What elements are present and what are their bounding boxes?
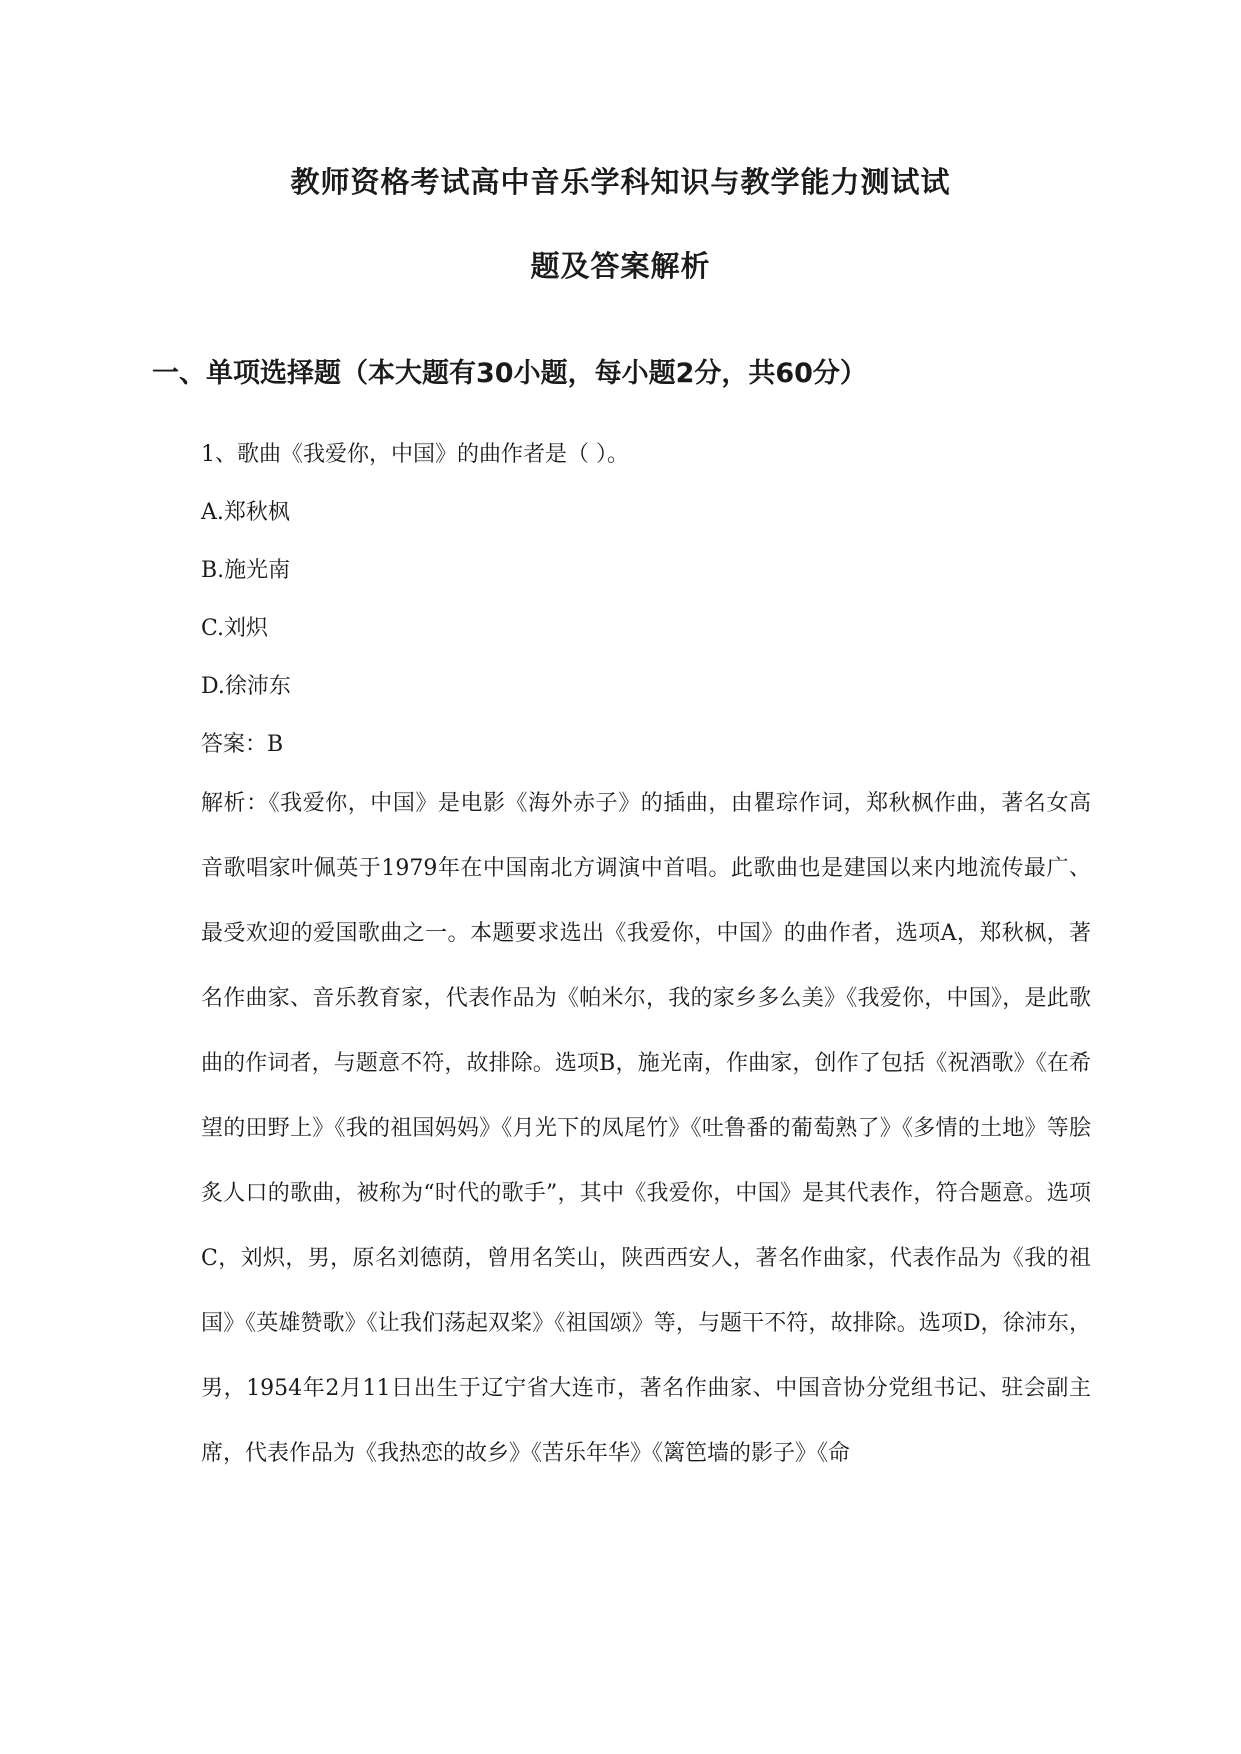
option-a: A.郑秋枫	[201, 500, 290, 525]
option-d: D.徐沛东	[201, 674, 291, 699]
section-heading: 一、单项选择题（本大题有30小题，每小题2分，共60分）	[152, 358, 867, 389]
question-stem: 1、歌曲《我爱你，中国》的曲作者是（ ）。	[201, 442, 629, 467]
option-c: C.刘炽	[201, 616, 269, 641]
answer-line: 答案：B	[201, 732, 284, 757]
option-b: B.施光南	[201, 558, 291, 583]
analysis-paragraph: 解析：《我爱你，中国》是电影《海外赤子》的插曲，由瞿琮作词，郑秋枫作曲，著名女高音歌唱家叶佩英于1979年在中国南北方调演中首唱。此歌曲也是建国以来内地流传最广、最受欢迎的爱国歌曲之一。本题要求选出《我爱你，中国》的曲作者，选项A，郑秋枫，著名作曲家、音乐教育家，代表作品为《帕米尔，我的家乡多么美》《我爱你，中国》，是此歌曲的作词者，与题意不符，故排除。选项B，施光南，作曲家，创作了包括《祝酒歌》《在希望的田野上》《我的祖国妈妈》《月光下的凤尾竹》《吐鲁番的葡萄熟了》《多情的土地》等脍炙人口的歌曲，被称为“时代的歌手”，其中《我爱你，中国》是其代表作，符合题意。选项C，刘炽，男，原名刘德荫，曾用名笑山，陕西西安人，著名作曲家，代表作品为《我的祖国》《英雄赞歌》《让我们荡起双桨》《祖国颂》等，与题干不符，故排除。选项D，徐沛东，男，1954年2月11日出生于辽宁省大连市，著名作曲家、中国音协分党组书记、驻会副主席，代表作品为《我热恋的故乡》《苦乐年华》《篱笆墙的影子》《命	[201, 791, 1092, 1466]
document-title-line-2: 题及答案解析	[530, 249, 711, 283]
document-title-line-1: 教师资格考试高中音乐学科知识与教学能力测试试	[290, 165, 951, 199]
